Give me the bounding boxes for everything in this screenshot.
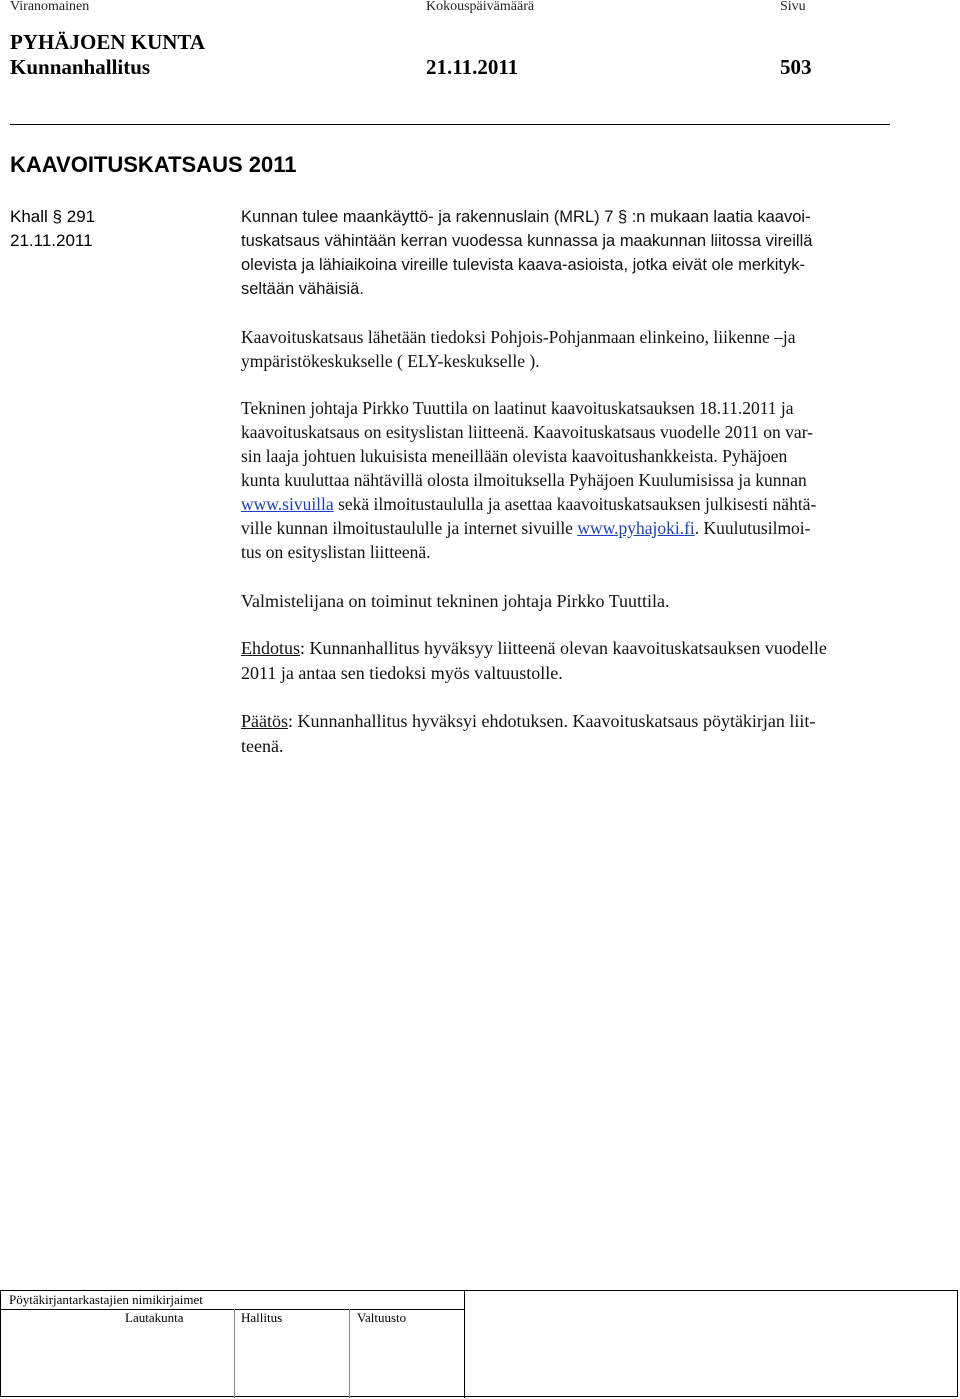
paragraph-line: [241, 709, 901, 734]
footer-col-council: Valtuusto: [357, 1310, 407, 1325]
paragraph-line: Tekninen johtaja Pirkko Tuuttila on laatinut kaavoituskatsauksen 18.11.2011 ja: [241, 398, 794, 418]
header-label-official: Viranomainen: [10, 0, 90, 14]
header-label-date: Kokouspäivämäärä: [426, 0, 535, 14]
paragraph-line: [241, 492, 901, 516]
paragraph-line: ympäristökeskukselle ( ELY-keskukselle ).: [241, 351, 540, 371]
proposal-label: Ehdotus: [241, 638, 301, 658]
header-divider: [10, 124, 890, 125]
paragraph-text: : Kunnanhallitus hyväksyy liitteenä olevan kaavoituskatsauksen vuodelle: [300, 638, 827, 658]
decision-label: Päätös: [241, 711, 288, 731]
reference-prefix: Khall: [10, 207, 48, 226]
paragraph-line: teenä.: [241, 736, 284, 756]
paragraph-line: 2011 ja antaa sen tiedoksi myös valtuustolle.: [241, 663, 563, 683]
paragraph-line: [241, 636, 901, 661]
paragraph-line: [241, 516, 901, 540]
reference-number: 291: [66, 207, 96, 226]
paragraph-intro: [241, 205, 901, 301]
paragraph-line: Kaavoituskatsaus lähetään tiedoksi Pohjois-Pohjanmaan elinkeino, liikenne –ja: [241, 327, 796, 347]
document-title: KAAVOITUSKATSAUS 2011: [10, 152, 297, 177]
footer-title: Pöytäkirjantarkastajien nimikirjaimet: [9, 1292, 203, 1307]
paragraph-line: Valmistelijana on toiminut tekninen johtaja Pirkko Tuuttila.: [241, 591, 670, 611]
paragraph-text: : Kunnanhallitus hyväksyi ehdotuksen. Kaavoituskatsaus pöytäkirjan liit-: [288, 711, 816, 731]
paragraph-line: kunta kuuluttaa nähtävillä olosta ilmoituksella Pyhäjoen Kuulumisissa ja kunnan: [241, 470, 807, 490]
footer-signature-table: [0, 1290, 958, 1397]
paragraph-text: . Kuulutusilmoi-: [694, 518, 811, 538]
footer-cell-divider: [234, 1309, 235, 1398]
paragraph-line: olevista ja lähiaikoina vireille tulevista kaava-asioista, jotka eivät ole merkityk-: [241, 256, 805, 274]
paragraph-details: [241, 396, 901, 564]
reference-date: 21.11.2011: [10, 231, 93, 250]
paragraph-text: sekä ilmoitustaululla ja asettaa kaavoituskatsauksen julkisesti nähtä-: [333, 494, 817, 514]
board-name: Kunnanhallitus: [10, 55, 151, 79]
paragraph-decision: [241, 709, 901, 759]
footer-divider: [464, 1291, 465, 1398]
paragraph-line: Kunnan tulee maankäyttö- ja rakennuslain (MRL) 7 § :n mukaan laatia kaavoi-: [241, 208, 811, 226]
meeting-date: 21.11.2011: [426, 55, 519, 79]
paragraph-line: tus on esityslistan liitteenä.: [241, 542, 431, 562]
section-sign: §: [52, 207, 63, 226]
reference-section: [10, 205, 95, 229]
paragraph-distribution: [241, 325, 901, 373]
footer-col-board: Lautakunta: [125, 1310, 184, 1325]
organization-name: PYHÄJOEN KUNTA: [10, 30, 206, 54]
link-pyhajoki-website[interactable]: www.pyhajoki.fi: [577, 518, 695, 538]
link-www-sivuilla[interactable]: www.sivuilla: [241, 494, 334, 514]
paragraph-line: sin laaja johtuen lukuisista meneillään olevista kaavoitushankkeista. Pyhäjoen: [241, 446, 788, 466]
paragraph-proposal: [241, 636, 901, 686]
page-number: 503: [780, 55, 812, 79]
paragraph-line: seltään vähäisiä.: [241, 280, 364, 298]
paragraph-line: kaavoituskatsaus on esityslistan liitteenä. Kaavoituskatsaus vuodelle 2011 on var-: [241, 422, 814, 442]
paragraph-text: ville kunnan ilmoitustaululle ja internet sivuille: [241, 518, 578, 538]
footer-cell-divider: [349, 1309, 350, 1398]
footer-col-government: Hallitus: [241, 1310, 283, 1325]
header-label-page: Sivu: [780, 0, 806, 14]
paragraph-line: tuskatsaus vähintään kerran vuodessa kunnassa ja maakunnan liitossa vireillä: [241, 232, 813, 250]
paragraph-preparer: [241, 589, 901, 614]
